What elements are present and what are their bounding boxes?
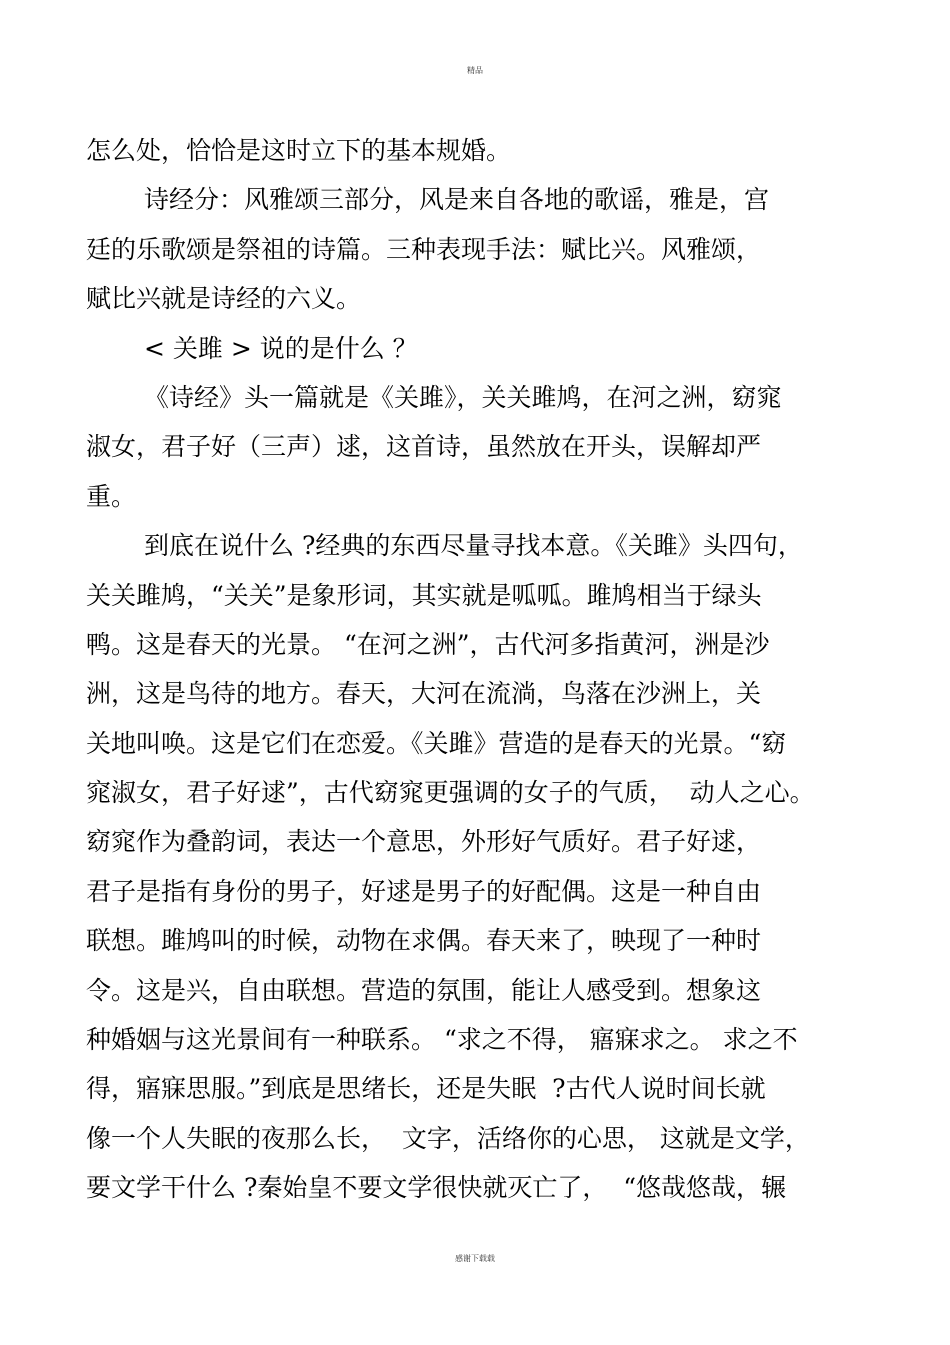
text-line: 鸭。这是春天的光景。 “在河之洲”，古代河多指黄河，洲是沙: [86, 629, 770, 659]
document-body: [86, 126, 876, 1213]
text-line: 《诗经》头一篇就是《关雎》，关关雎鸠，在河之洲，窈窕: [144, 382, 782, 412]
text-line: 得，寤寐思服。”到底是思绪长，还是失眠 ?古代人说时间长就: [86, 1074, 766, 1104]
text-line: 君子是指有身份的男子，好逑是男子的好配偶。这是一种自由: [86, 876, 762, 906]
text-line: 怎么处，恰恰是这时立下的基本规婚。: [86, 136, 512, 165]
text-line: 重。: [86, 481, 137, 511]
text-line: 像一个人失眠的夜那么长， 文字，活络你的心思， 这就是文学，: [86, 1123, 810, 1153]
text-line: 淑女，君子好（三声）逑，这首诗，虽然放在开头，误解却严: [86, 432, 762, 462]
text-line: 关地叫唤。这是它们在恋爱。《关雎》营造的是春天的光景。“窈: [86, 728, 787, 758]
text-line: 关关雎鸠，“关关”是象形词，其实就是呱呱。雎鸠相当于绿头: [86, 580, 762, 610]
text-line: 联想。雎鸠叫的时候，动物在求偶。春天来了，映现了一种时: [86, 926, 762, 956]
text-line: 窈窕作为叠韵词，表达一个意思，外形好气质好。君子好逑，: [86, 827, 762, 857]
text-line: 令。这是兴，自由联想。营造的氛围，能让人感受到。想象这: [86, 975, 762, 1005]
text-line: < 关雎 > 说的是什么 ？: [144, 333, 418, 363]
text-line: 到底在说什么 ?经典的东西尽量寻找本意。《关雎》头四句，: [144, 531, 803, 561]
text-line: 诗经分：风雅颂三部分，风是来自各地的歌谣，雅是，宫: [144, 185, 770, 215]
text-line: 赋比兴就是诗经的六义。: [86, 284, 362, 314]
text-line: 廷的乐歌颂是祭祖的诗篇。三种表现手法：赋比兴。风雅颂，: [86, 234, 762, 264]
text-line: 种婚姻与这光景间有一种联系。 “求之不得， 寤寐求之。 求之不: [86, 1025, 798, 1055]
text-line: 窕淑女，君子好逑”，古代窈窕更强调的女子的气质， 动人之心。: [86, 778, 815, 808]
page-footer: 感谢下载载: [455, 1254, 495, 1263]
page-header: 精品: [467, 66, 483, 75]
text-line: 洲，这是鸟待的地方。春天，大河在流淌，鸟落在沙洲上，关: [86, 679, 762, 709]
text-line: 要文学干什么 ?秦始皇不要文学很快就灭亡了， “悠哉悠哉，辗: [86, 1173, 787, 1203]
